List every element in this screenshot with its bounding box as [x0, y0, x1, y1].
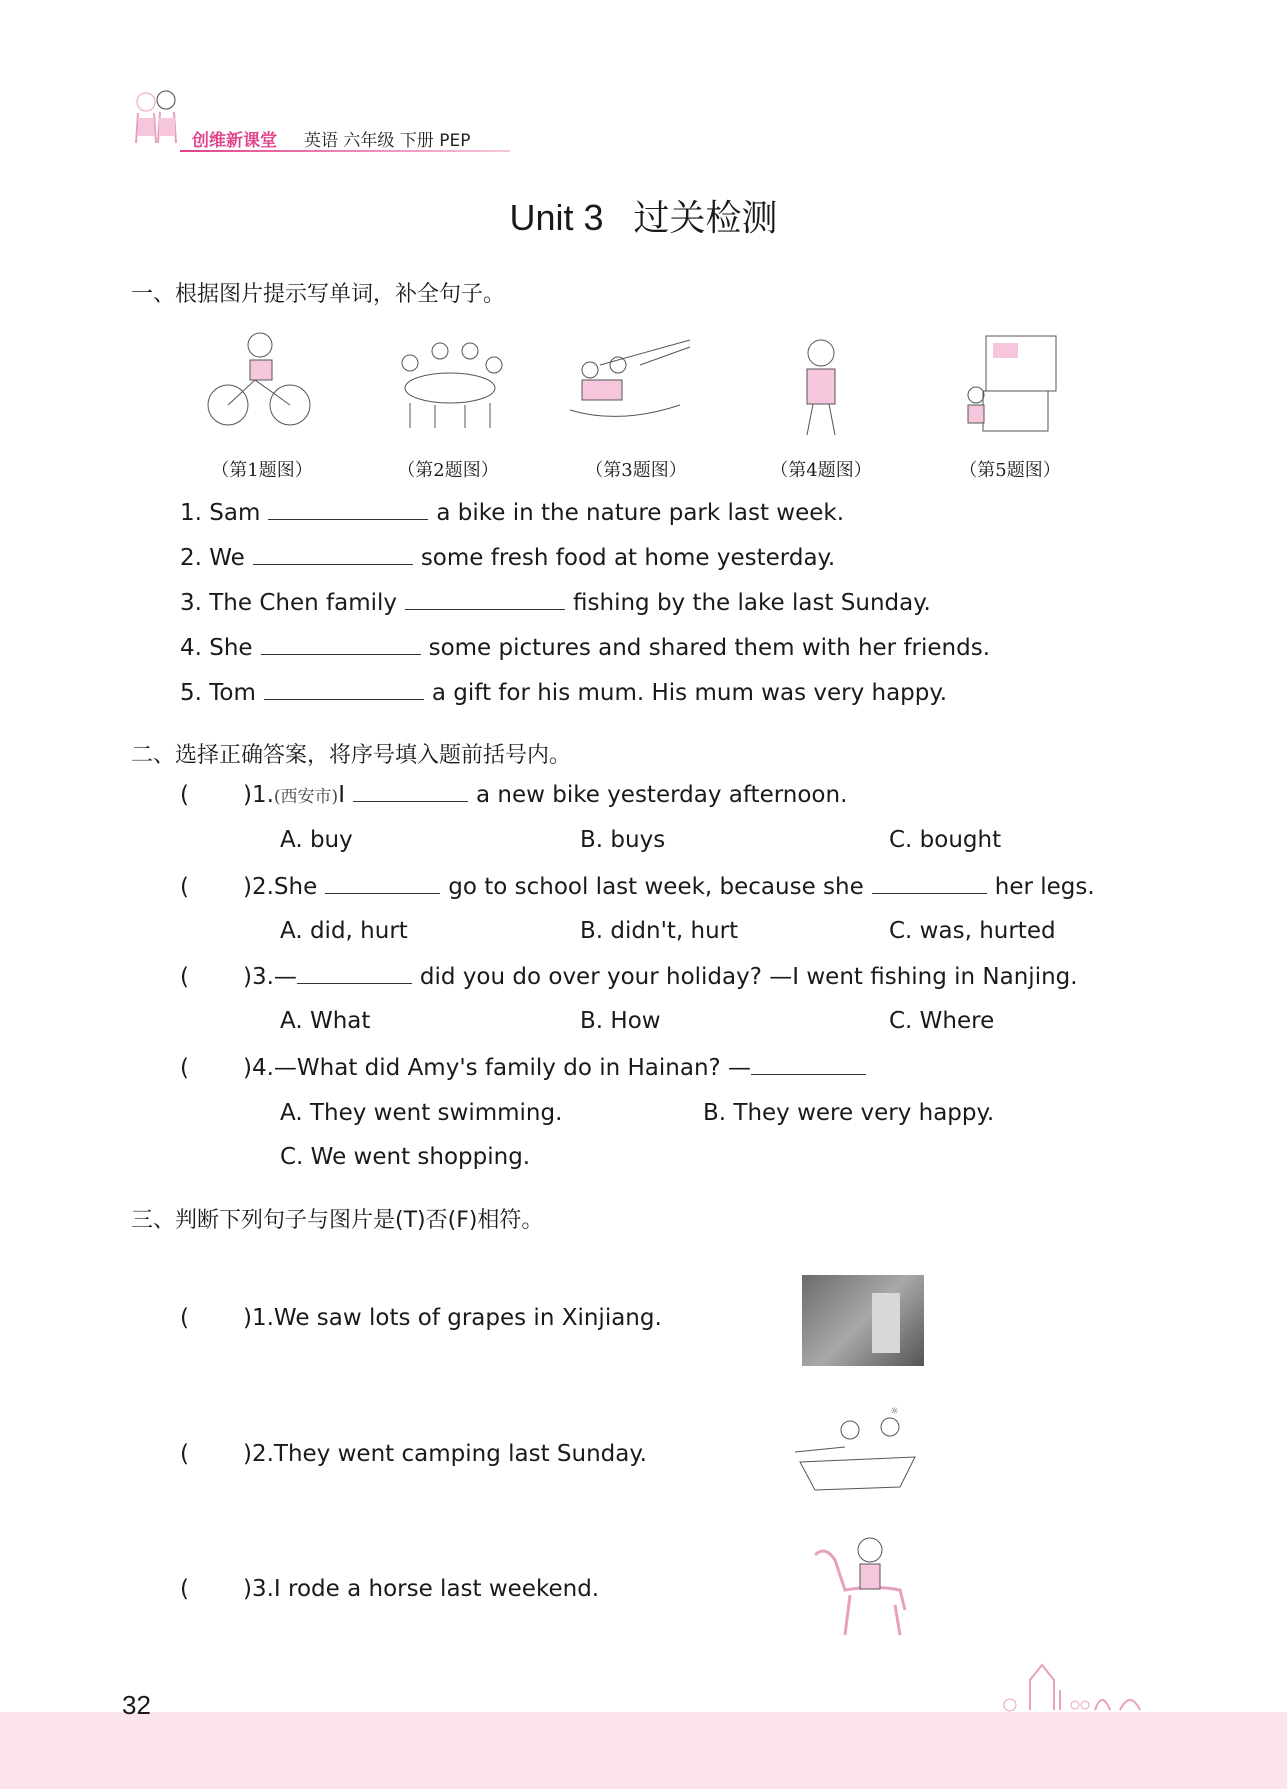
question-number: )2. [243, 874, 274, 900]
option-2a[interactable]: A. did, hurt [280, 918, 408, 944]
item-number: )3. [243, 1576, 274, 1602]
answer-blank[interactable] [253, 544, 413, 565]
answer-blank[interactable] [297, 963, 412, 984]
option-2c[interactable]: C. was, hurted [889, 918, 1056, 944]
item-text: I rode a horse last weekend. [273, 1576, 600, 1602]
sentence-prefix: 2. We [180, 545, 245, 571]
page-number: 32 [122, 1690, 151, 1720]
sentence-suffix: some fresh food at home yesterday. [420, 545, 836, 571]
sentence-prefix: 1. Sam [180, 500, 261, 526]
question-suffix: a new bike yesterday afternoon. [475, 782, 848, 808]
sentence-suffix: fishing by the lake last Sunday. [573, 590, 931, 616]
option-1c[interactable]: C. bought [889, 827, 1002, 853]
answer-blank[interactable] [325, 873, 440, 894]
question-number: )4. [243, 1055, 274, 1081]
fill-sentence-2 [180, 544, 835, 571]
item-text: They went camping last Sunday. [273, 1441, 647, 1467]
option-3b[interactable]: B. How [580, 1008, 661, 1034]
question-suffix: her legs. [994, 874, 1095, 900]
option-4a[interactable]: A. They went swimming. [280, 1100, 563, 1126]
question-source-tag: (西安市) [273, 787, 339, 807]
tf-item-3 [180, 1576, 599, 1602]
question-prefix: — [273, 964, 297, 990]
question-number: )3. [243, 964, 274, 990]
answer-paren[interactable]: ( [180, 1305, 189, 1331]
question-prefix: I [338, 782, 345, 808]
fill-sentence-1 [180, 499, 844, 526]
section1-heading: 一、根据图片提示写单词，补全句子。 [131, 282, 506, 307]
sentence-suffix: a gift for his mum. His mum was very happy. [431, 680, 948, 706]
question-middle: go to school last week, because she [448, 874, 864, 900]
option-3a[interactable]: A. What [280, 1008, 371, 1034]
header-illustration [128, 88, 183, 156]
answer-paren[interactable]: ( [180, 782, 189, 808]
header-volume: 下册 [399, 131, 434, 151]
option-3c[interactable]: C. Where [889, 1008, 995, 1034]
picture-5-shop [958, 333, 1058, 437]
caption-3: （第3题图） [585, 460, 687, 481]
caption-4: （第4题图） [770, 460, 872, 481]
answer-blank[interactable] [353, 781, 468, 802]
item-text: We saw lots of grapes in Xinjiang. [273, 1305, 662, 1331]
fill-sentence-3 [180, 589, 931, 616]
picture-2-family-dinner [390, 333, 510, 431]
header-subject-text: 英语 [304, 131, 338, 151]
footer-band [0, 1712, 1287, 1789]
option-1a[interactable]: A. buy [280, 827, 353, 853]
caption-2: （第2题图） [397, 460, 499, 481]
question-prefix: She [273, 874, 318, 900]
header-edition: PEP [439, 131, 471, 151]
answer-blank[interactable] [261, 634, 421, 655]
question-number: )1. [243, 782, 274, 808]
svg-text:☼: ☼ [890, 1406, 899, 1417]
tf-item-1 [180, 1305, 662, 1331]
answer-paren[interactable]: ( [180, 1576, 189, 1602]
picture-3-fishing [560, 335, 695, 427]
choice-question-1 [180, 781, 847, 808]
header-subject [304, 126, 470, 151]
sentence-prefix: 5. Tom [180, 680, 256, 706]
caption-5: （第5题图） [959, 460, 1061, 481]
answer-paren[interactable]: ( [180, 874, 189, 900]
option-1b[interactable]: B. buys [580, 827, 666, 853]
question-suffix: did you do over your holiday? —I went fishing in Nanjing. [419, 964, 1078, 990]
footer-castle-illustration [990, 1650, 1160, 1715]
fill-sentence-5 [180, 679, 947, 706]
answer-paren[interactable]: ( [180, 964, 189, 990]
picture-1-bike [200, 330, 320, 430]
section2-heading: 二、选择正确答案，将序号填入题前括号内。 [131, 743, 572, 768]
picture-fishing-boat [790, 1402, 925, 1502]
answer-blank[interactable] [751, 1054, 866, 1075]
answer-paren[interactable]: ( [180, 1441, 189, 1467]
item-number: )2. [243, 1441, 274, 1467]
option-2b[interactable]: B. didn't, hurt [580, 918, 739, 944]
fill-sentence-4 [180, 634, 990, 661]
header-grade: 六年级 [343, 131, 395, 151]
picture-4-girl [785, 335, 857, 440]
sentence-prefix: 3. The Chen family [180, 590, 398, 616]
sentence-prefix: 4. She [180, 635, 253, 661]
choice-question-2 [180, 873, 1095, 900]
option-4b[interactable]: B. They were very happy. [703, 1100, 995, 1126]
item-number: )1. [243, 1305, 274, 1331]
answer-blank[interactable] [405, 589, 565, 610]
choice-question-4 [180, 1054, 874, 1081]
tf-item-2 [180, 1441, 647, 1467]
caption-1: （第1题图） [211, 460, 313, 481]
picture-girl-horse [805, 1530, 920, 1645]
answer-blank[interactable] [264, 679, 424, 700]
header-brand: 创维新课堂 [192, 131, 277, 151]
sentence-suffix: a bike in the nature park last week. [436, 500, 845, 526]
answer-blank[interactable] [872, 873, 987, 894]
answer-blank[interactable] [268, 499, 428, 520]
option-4c[interactable]: C. We went shopping. [280, 1144, 531, 1170]
question-prefix: —What did Amy's family do in Hainan? — [273, 1055, 752, 1081]
section3-heading: 三、判断下列句子与图片是(T)否(F)相符。 [131, 1208, 544, 1233]
answer-paren[interactable]: ( [180, 1055, 189, 1081]
choice-question-3 [180, 963, 1078, 990]
page-title: Unit 3 过关检测 [509, 197, 778, 238]
photo-stone-monument [802, 1275, 924, 1366]
sentence-suffix: some pictures and shared them with her friends. [428, 635, 991, 661]
